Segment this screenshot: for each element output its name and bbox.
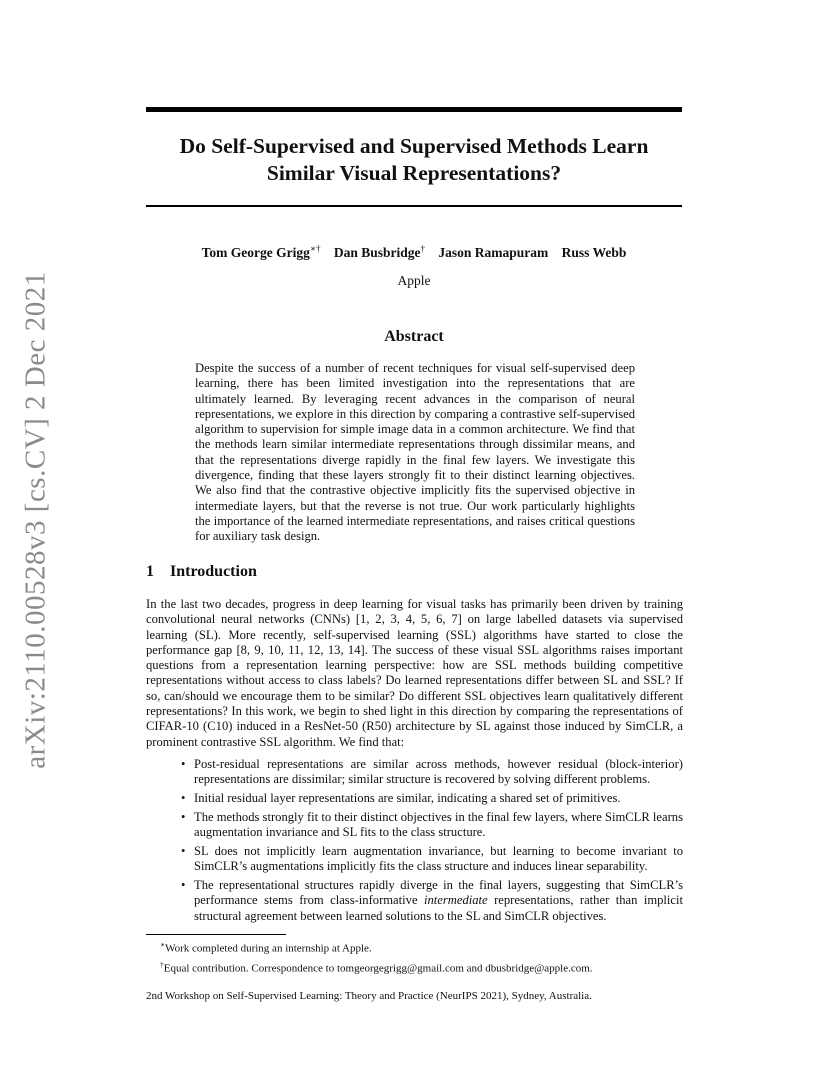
abstract-text: Despite the success of a number of recent techniques for visual self-supervised deep learning, there has been limited investigation into the representations that are ultimately learned. By leveraging recent advances in the comparison of neural representations, we explore in this direction by comparing a contrastive self-supervised algorithm to supervision for simple image data in a common architecture. We find that the methods learn similar intermediate representations through dissimilar means, and that the representations diverge rapidly in the final few layers. We investigate this divergence, finding that these layers strongly fit to their distinct learning objectives. We also find that the contrastive objective implicitly fits the supervised objective in intermediate layers, but that the reverse is not true. Our work particularly highlights the importance of the learned intermediate representations, and raises critical questions for auxiliary task design.: [195, 361, 635, 544]
abstract-heading: Abstract: [384, 328, 444, 345]
bullet: •: [181, 878, 186, 893]
title-rule-top: [146, 107, 682, 112]
list-item: • Initial residual layer representations are similar, indicating a shared set of primitives.: [181, 791, 621, 806]
author: Dan Busbridge†: [333, 243, 426, 260]
bullet: •: [181, 843, 186, 858]
footnote: ∗Work completed during an internship at Apple.: [160, 940, 372, 955]
bullet: •: [181, 791, 186, 806]
list-item: • The methods strongly fit to their distinct objectives in the final few layers, where SimCLR learns augmentation invariance and SL fits to the class structure.: [181, 809, 683, 840]
title-rule-bottom: [146, 205, 682, 207]
author: Tom George Grigg∗†: [201, 243, 321, 260]
bullet: •: [181, 809, 186, 824]
list-item: • SL does not implicitly learn augmentation invariance, but learning to become invariant to SimCLR’s augmentations implicitly fits the class structure and induces linear separability.: [181, 843, 683, 874]
paper-title: Do Self-Supervised and Supervised Methods Learn Similar Visual Representations?: [179, 134, 649, 185]
intro-paragraph: In the last two decades, progress in deep learning for visual tasks has primarily been driven by training convolutional neural networks (CNNs) [1, 2, 3, 4, 5, 6, 7] on large labelled datasets via supervised learning (SL). More recently, self-supervised learning (SSL) algorithms have started to close the performance gap [8, 9, 10, 11, 12, 13, 14]. The success of these visual SSL algorithms raises important questions from a representation learning perspective: how are SSL methods building competitive representations without access to class labels? Do learned representations differ between SL and SSL? If so, can/should we encourage them to be similar? Do different SSL objectives learn qualitatively different representations? In this work, we begin to shed light in this direction by comparing the representations of CIFAR-10 (C10) induced in a ResNet-50 (R50) architecture by SL against those induced by SimCLR, a prominent contrastive SSL algorithm. We find that:: [146, 597, 683, 749]
author: Russ Webb: [561, 244, 627, 260]
emphasis: intermediate: [423, 893, 488, 908]
footnote-rule: [146, 934, 286, 935]
list-item: • The representational structures rapidly diverge in the final layers, suggesting that SimCLR’s performance stems from class-informative intermediate representations, rather than implicit structural agreement between learned solutions to the SL and SimCLR objectives.: [181, 878, 684, 923]
section-number: 1: [146, 563, 154, 580]
venue-footer: 2nd Workshop on Self-Supervised Learning: Theory and Practice (NeurIPS 2021), Sydney, Australia.: [146, 990, 592, 1002]
footnote: †Equal contribution. Correspondence to tomgeorgegrigg@gmail.com and dbusbridge@apple.com.: [160, 959, 593, 975]
section-heading: [146, 563, 257, 581]
section-title: Introduction: [170, 563, 257, 580]
arxiv-identifier: arXiv:2110.00528v3 [cs.CV] 2 Dec 2021: [19, 271, 52, 769]
list-item: • Post-residual representations are similar across methods, however residual (block-interior) representations are dissimilar; similar structure is recovered by solving different problems.: [181, 757, 683, 787]
author: Jason Ramapuram: [438, 244, 549, 260]
affiliation: Apple: [397, 273, 431, 288]
findings-list: [180, 757, 683, 927]
footnotes: [160, 937, 593, 976]
author-list: [146, 243, 682, 261]
bullet: •: [181, 757, 186, 771]
